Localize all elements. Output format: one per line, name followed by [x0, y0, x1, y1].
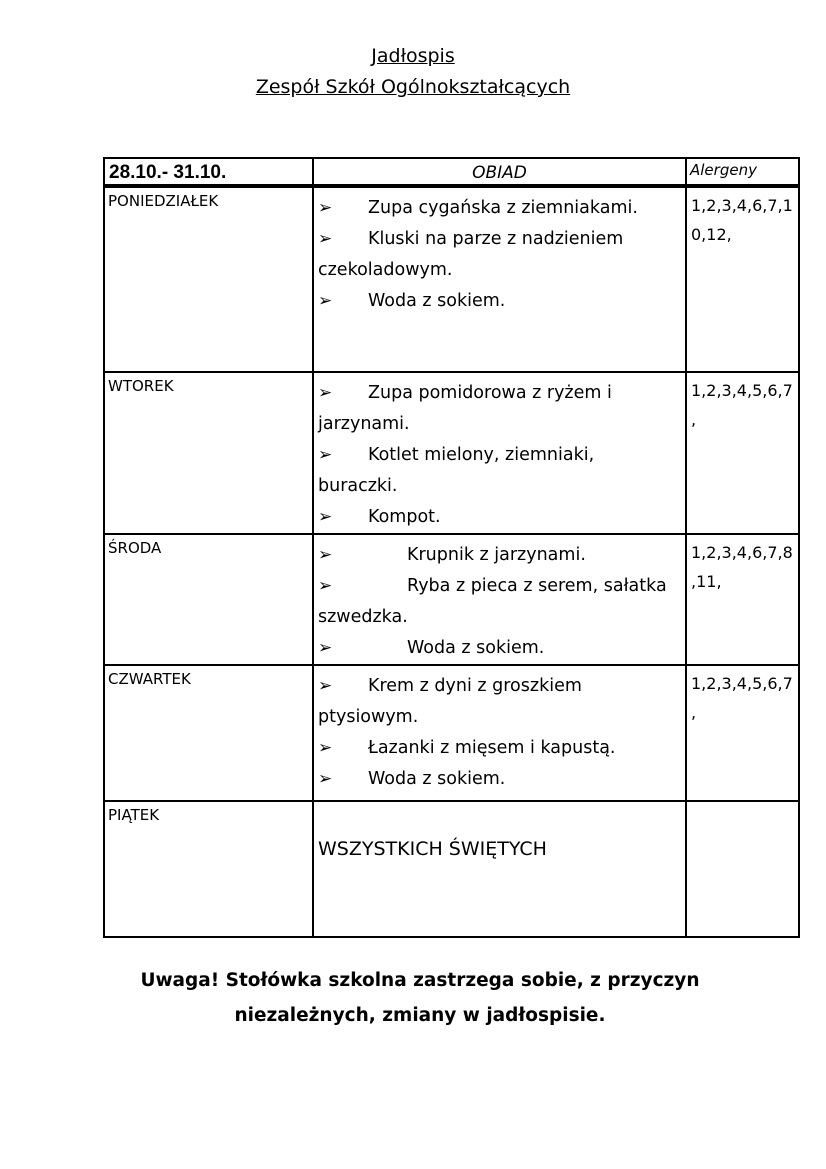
day-label: WTOREK [108, 377, 174, 395]
arrow-bullet-icon: ➢ [318, 576, 333, 596]
table-row [104, 665, 799, 801]
arrow-bullet-icon: ➢ [318, 769, 333, 789]
day-label: ŚRODA [108, 539, 162, 557]
dish-text: Łazanki z mięsem i kapustą. [368, 738, 616, 758]
table-header-row [104, 158, 799, 186]
list-item [318, 440, 677, 502]
dish-text: Woda z sokiem. [407, 638, 545, 658]
arrow-bullet-icon: ➢ [318, 229, 333, 249]
arrow-bullet-icon: ➢ [318, 638, 333, 658]
list-item [318, 378, 677, 440]
arrow-bullet-icon: ➢ [318, 738, 333, 758]
column-header-obiad: OBIAD [472, 163, 527, 183]
dish-text: Krupnik z jarzynami. [407, 545, 586, 565]
menu-table [103, 157, 800, 938]
dish-list [314, 666, 685, 795]
list-item [318, 671, 677, 733]
holiday-text: WSZYSTKICH ŚWIĘTYCH [318, 838, 547, 860]
allergens-value: 1,2,3,4,5,6,7, [691, 674, 793, 722]
arrow-bullet-icon: ➢ [318, 676, 333, 696]
page-title: Jadłospis [371, 45, 455, 67]
column-header-allergens: Alergeny [690, 161, 757, 179]
list-item [318, 193, 677, 224]
day-label: PIĄTEK [108, 806, 160, 824]
list-item [318, 633, 677, 664]
dish-text: Kluski na parze z nadzieniem czekoladowym. [318, 229, 624, 280]
dish-list [314, 188, 685, 317]
dish-text: Woda z sokiem. [368, 769, 506, 789]
day-label: PONIEDZIAŁEK [108, 192, 219, 210]
school-name: Zespół Szkół Ogólnokształcących [255, 76, 571, 98]
arrow-bullet-icon: ➢ [318, 507, 333, 527]
dish-text: Woda z sokiem. [368, 291, 506, 311]
dish-list [314, 535, 685, 664]
table-row [104, 372, 799, 534]
dish-text: Krem z dyni z groszkiem ptysiowym. [318, 676, 582, 727]
arrow-bullet-icon: ➢ [318, 291, 333, 311]
list-item [318, 502, 677, 533]
day-label: CZWARTEK [108, 670, 191, 688]
list-item [318, 224, 677, 286]
allergens-value: 1,2,3,4,5,6,7, [691, 381, 793, 429]
list-item [318, 764, 677, 795]
allergens-value: 1,2,3,4,6,7,8,11, [691, 543, 793, 591]
week-range: 28.10.- 31.10. [109, 162, 227, 183]
table-row [104, 186, 799, 372]
arrow-bullet-icon: ➢ [318, 198, 333, 218]
dish-list [314, 373, 685, 533]
list-item [318, 571, 677, 633]
dish-text: Kompot. [368, 507, 441, 527]
dish-text: Zupa pomidorowa z ryżem i jarzynami. [318, 383, 612, 434]
allergens-value: 1,2,3,4,6,7,10,12, [691, 196, 793, 244]
arrow-bullet-icon: ➢ [318, 383, 333, 403]
arrow-bullet-icon: ➢ [318, 545, 333, 565]
dish-text: Zupa cygańska z ziemniakami. [368, 198, 638, 218]
table-row [104, 534, 799, 665]
dish-text: Kotlet mielony, ziemniaki, buraczki. [318, 445, 595, 496]
dish-text: Ryba z pieca z serem, sałatka szwedzka. [318, 576, 667, 627]
list-item [318, 540, 677, 571]
allergens-value [687, 802, 798, 805]
cafeteria-notice: Uwaga! Stołówka szkolna zastrzega sobie, z przyczyn niezależnych, zmiany w jadłospisie. [140, 970, 700, 1026]
list-item [318, 286, 677, 317]
table-row [104, 801, 799, 937]
arrow-bullet-icon: ➢ [318, 445, 333, 465]
list-item [318, 733, 677, 764]
